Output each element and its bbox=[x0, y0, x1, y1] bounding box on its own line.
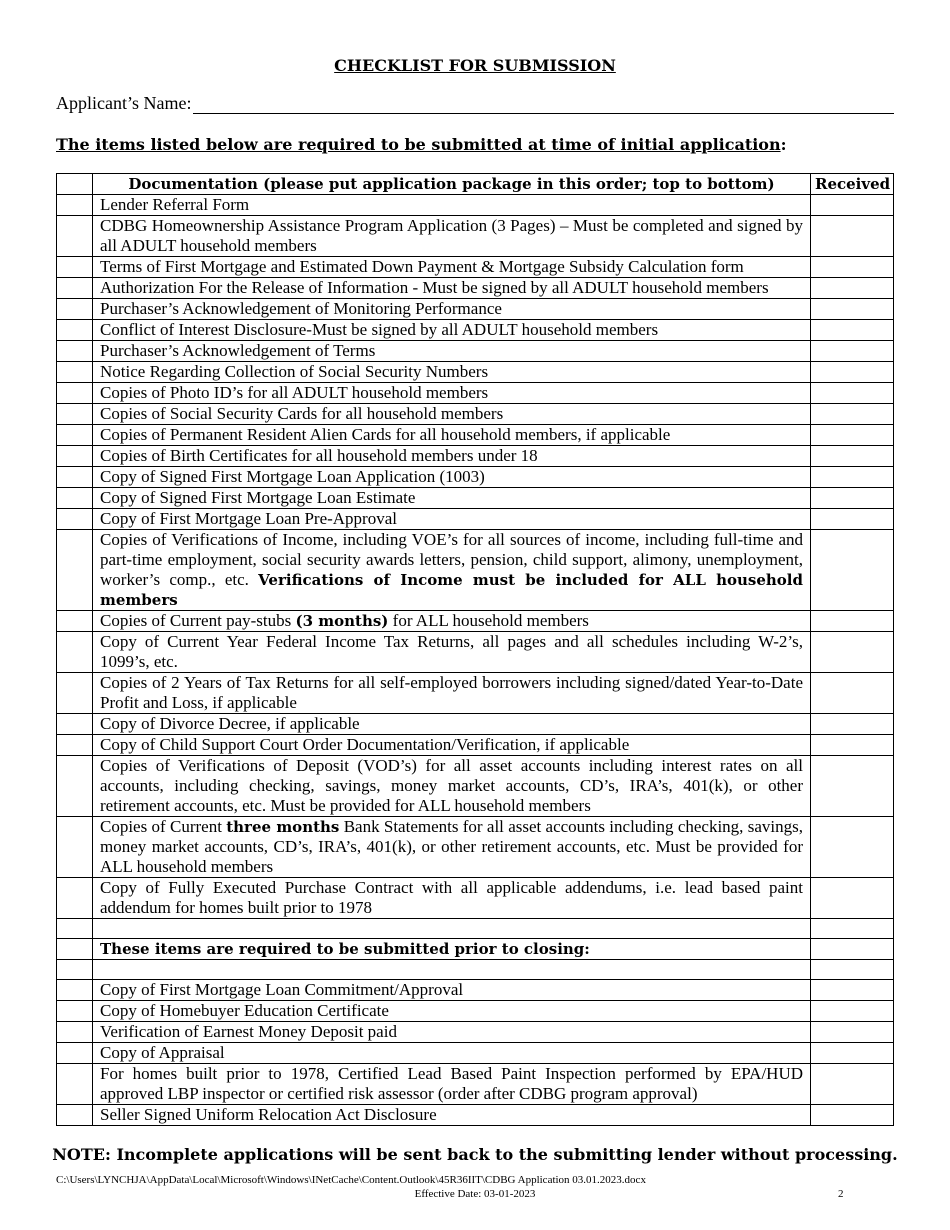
item-text: Copy of Fully Executed Purchase Contract with all applicable addendums, i.e. lead based paint addendum for homes built prior to 1978 bbox=[100, 878, 803, 917]
received-cell[interactable] bbox=[811, 341, 894, 362]
documentation-item bbox=[93, 1022, 811, 1043]
documentation-item bbox=[93, 299, 811, 320]
section-heading-colon: : bbox=[780, 135, 787, 154]
received-cell[interactable] bbox=[811, 714, 894, 735]
documentation-item bbox=[93, 341, 811, 362]
checklist-row bbox=[57, 980, 894, 1001]
received-cell[interactable] bbox=[811, 383, 894, 404]
item-text: Copies of Birth Certificates for all household members under 18 bbox=[100, 446, 538, 465]
received-cell[interactable] bbox=[811, 509, 894, 530]
documentation-item bbox=[93, 673, 811, 714]
documentation-item bbox=[93, 756, 811, 817]
checklist-row bbox=[57, 1022, 894, 1043]
documentation-item bbox=[93, 735, 811, 756]
checkbox-column-header bbox=[57, 174, 93, 195]
documentation-item bbox=[93, 632, 811, 673]
documentation-item bbox=[93, 714, 811, 735]
footer-file-path: C:\Users\LYNCHJA\AppData\Local\Microsoft\Windows\INetCache\Content.Outlook\45R36IIT\CDBG Application 03.01.2023.docx bbox=[56, 1174, 646, 1186]
checklist-row bbox=[57, 216, 894, 257]
documentation-item bbox=[93, 980, 811, 1001]
documentation-item bbox=[93, 919, 811, 939]
checklist-row bbox=[57, 425, 894, 446]
item-text: Copies of Current bbox=[100, 817, 227, 836]
item-emphasis: three months bbox=[226, 818, 340, 836]
checklist-row bbox=[57, 919, 894, 939]
item-text: Copy of First Mortgage Loan Pre-Approval bbox=[100, 509, 397, 528]
checklist-row bbox=[57, 404, 894, 425]
item-text: Copies of Permanent Resident Alien Cards for all household members, if applicable bbox=[100, 425, 671, 444]
check-cell[interactable] bbox=[57, 714, 93, 735]
check-cell[interactable] bbox=[57, 1064, 93, 1105]
check-cell[interactable] bbox=[57, 611, 93, 632]
checklist-row bbox=[57, 341, 894, 362]
documentation-item bbox=[93, 446, 811, 467]
checklist-row bbox=[57, 488, 894, 509]
item-text: Verification of Earnest Money Deposit paid bbox=[100, 1022, 397, 1041]
received-cell[interactable] bbox=[811, 425, 894, 446]
received-cell[interactable] bbox=[811, 611, 894, 632]
checklist-row bbox=[57, 446, 894, 467]
page-title: CHECKLIST FOR SUBMISSION bbox=[334, 56, 616, 75]
check-cell[interactable] bbox=[57, 960, 93, 980]
documentation-item bbox=[93, 216, 811, 257]
check-cell[interactable] bbox=[57, 257, 93, 278]
checklist-row bbox=[57, 1043, 894, 1064]
received-cell[interactable] bbox=[811, 299, 894, 320]
received-cell[interactable] bbox=[811, 980, 894, 1001]
checklist-row bbox=[57, 1064, 894, 1105]
documentation-item bbox=[93, 383, 811, 404]
checklist-row bbox=[57, 960, 894, 980]
received-cell[interactable] bbox=[811, 257, 894, 278]
check-cell[interactable] bbox=[57, 817, 93, 878]
checklist-row bbox=[57, 1001, 894, 1022]
check-cell[interactable] bbox=[57, 425, 93, 446]
section-heading-initial bbox=[56, 135, 787, 154]
received-cell[interactable] bbox=[811, 878, 894, 919]
received-cell[interactable] bbox=[811, 278, 894, 299]
received-cell[interactable] bbox=[811, 488, 894, 509]
incomplete-note: NOTE: Incomplete applications will be sent back to the submitting lender without processing. bbox=[52, 1145, 898, 1164]
check-cell[interactable] bbox=[57, 673, 93, 714]
check-cell[interactable] bbox=[57, 919, 93, 939]
item-text: Copy of Homebuyer Education Certificate bbox=[100, 1001, 389, 1020]
checklist-row bbox=[57, 611, 894, 632]
checklist-row bbox=[57, 383, 894, 404]
received-cell[interactable] bbox=[811, 632, 894, 673]
documentation-item bbox=[93, 1001, 811, 1022]
checklist-row bbox=[57, 320, 894, 341]
applicant-name-field bbox=[56, 94, 894, 114]
checklist-row bbox=[57, 467, 894, 488]
check-cell[interactable] bbox=[57, 299, 93, 320]
received-cell[interactable] bbox=[811, 1064, 894, 1105]
documentation-item bbox=[93, 488, 811, 509]
item-text: Copies of Social Security Cards for all household members bbox=[100, 404, 504, 423]
documentation-column-header: Documentation (please put application package in this order; top to bottom) bbox=[93, 174, 811, 195]
documentation-item bbox=[93, 611, 811, 632]
checklist-row bbox=[57, 530, 894, 611]
received-cell[interactable] bbox=[811, 320, 894, 341]
item-text: Purchaser’s Acknowledgement of Monitoring Performance bbox=[100, 299, 502, 318]
checklist-row bbox=[57, 878, 894, 919]
received-cell[interactable] bbox=[811, 1022, 894, 1043]
item-text: Copies of Current pay-stubs bbox=[100, 611, 296, 630]
received-column-header: Received bbox=[811, 174, 894, 195]
received-cell[interactable] bbox=[811, 195, 894, 216]
checklist-row bbox=[57, 195, 894, 216]
item-text: Copy of Child Support Court Order Documentation/Verification, if applicable bbox=[100, 735, 630, 754]
item-text: Copies of Photo ID’s for all ADULT household members bbox=[100, 383, 489, 402]
item-text-continued: for ALL household members bbox=[388, 611, 589, 630]
check-cell[interactable] bbox=[57, 878, 93, 919]
received-cell[interactable] bbox=[811, 817, 894, 878]
documentation-item bbox=[93, 817, 811, 878]
documentation-item bbox=[93, 1105, 811, 1126]
check-cell[interactable] bbox=[57, 1105, 93, 1126]
item-text: Seller Signed Uniform Relocation Act Disclosure bbox=[100, 1105, 437, 1124]
documentation-item bbox=[93, 467, 811, 488]
documentation-item bbox=[93, 509, 811, 530]
item-text: Lender Referral Form bbox=[100, 195, 250, 214]
check-cell[interactable] bbox=[57, 320, 93, 341]
received-cell[interactable] bbox=[811, 960, 894, 980]
checklist-row bbox=[57, 1105, 894, 1126]
item-text: Copy of Current Year Federal Income Tax Returns, all pages and all schedules including W-2’s, 1099’s, etc. bbox=[100, 632, 803, 671]
item-text: CDBG Homeownership Assistance Program Application (3 Pages) – Must be completed and signed by all ADULT household members bbox=[100, 216, 803, 255]
documentation-item bbox=[93, 404, 811, 425]
checklist-rows bbox=[57, 195, 894, 1126]
item-text: Purchaser’s Acknowledgement of Terms bbox=[100, 341, 376, 360]
check-cell[interactable] bbox=[57, 216, 93, 257]
documentation-item bbox=[93, 960, 811, 980]
received-cell[interactable] bbox=[811, 919, 894, 939]
check-cell[interactable] bbox=[57, 509, 93, 530]
checklist-row bbox=[57, 299, 894, 320]
item-text: For homes built prior to 1978, Certified Lead Based Paint Inspection performed by EPA/HUD approved LBP inspector or certified risk assessor (order after CDBG program approval) bbox=[100, 1064, 803, 1103]
check-cell[interactable] bbox=[57, 1001, 93, 1022]
documentation-item bbox=[93, 278, 811, 299]
table-header-row bbox=[57, 174, 894, 195]
item-emphasis: Verifications of Income must be included for ALL household members bbox=[100, 571, 803, 609]
received-cell[interactable] bbox=[811, 673, 894, 714]
documentation-item bbox=[93, 320, 811, 341]
check-cell[interactable] bbox=[57, 278, 93, 299]
closing-section-heading bbox=[93, 939, 811, 960]
received-cell[interactable] bbox=[811, 446, 894, 467]
item-emphasis: (3 months) bbox=[295, 612, 389, 630]
check-cell[interactable] bbox=[57, 1022, 93, 1043]
received-cell[interactable] bbox=[811, 467, 894, 488]
check-cell[interactable] bbox=[57, 756, 93, 817]
checklist-row bbox=[57, 257, 894, 278]
documentation-item bbox=[93, 195, 811, 216]
received-cell[interactable] bbox=[811, 362, 894, 383]
check-cell[interactable] bbox=[57, 446, 93, 467]
item-text: Copy of First Mortgage Loan Commitment/Approval bbox=[100, 980, 464, 999]
footer-effective-date: Effective Date: 03-01-2023 bbox=[414, 1188, 536, 1200]
documentation-item bbox=[93, 1064, 811, 1105]
documentation-item bbox=[93, 878, 811, 919]
checklist-row bbox=[57, 673, 894, 714]
check-cell[interactable] bbox=[57, 362, 93, 383]
checklist-row bbox=[57, 278, 894, 299]
check-cell[interactable] bbox=[57, 404, 93, 425]
checklist-row bbox=[57, 632, 894, 673]
applicant-name-label: Applicant’s Name: bbox=[56, 93, 192, 113]
checklist-row bbox=[57, 756, 894, 817]
check-cell[interactable] bbox=[57, 383, 93, 404]
item-text: Copy of Signed First Mortgage Loan Application (1003) bbox=[100, 467, 485, 486]
received-cell[interactable] bbox=[811, 1043, 894, 1064]
received-cell[interactable] bbox=[811, 216, 894, 257]
check-cell[interactable] bbox=[57, 488, 93, 509]
checklist-row bbox=[57, 509, 894, 530]
checklist-row bbox=[57, 362, 894, 383]
documentation-item bbox=[93, 257, 811, 278]
applicant-name-blank-line bbox=[193, 97, 894, 114]
received-cell[interactable] bbox=[811, 404, 894, 425]
received-cell[interactable] bbox=[811, 530, 894, 611]
item-text: Copies of 2 Years of Tax Returns for all self-employed borrowers including signed/dated Year-to-Date Profit and Loss, if applicable bbox=[100, 673, 803, 712]
check-cell[interactable] bbox=[57, 735, 93, 756]
received-cell[interactable] bbox=[811, 1105, 894, 1126]
check-cell[interactable] bbox=[57, 1043, 93, 1064]
check-cell[interactable] bbox=[57, 632, 93, 673]
item-text: Authorization For the Release of Information - Must be signed by all ADULT household members bbox=[100, 278, 769, 297]
received-cell[interactable] bbox=[811, 735, 894, 756]
item-text: Conflict of Interest Disclosure-Must be signed by all ADULT household members bbox=[100, 320, 659, 339]
section-heading-text: The items listed below are required to be submitted at time of initial application bbox=[56, 135, 781, 154]
documentation-item bbox=[93, 1043, 811, 1064]
documentation-item bbox=[93, 425, 811, 446]
check-cell[interactable] bbox=[57, 939, 93, 960]
checklist-row bbox=[57, 817, 894, 878]
item-text: Copies of Verifications of Deposit (VOD’s) for all asset accounts including interest rates on all accounts, including checking, savings, money market accounts, CD’s, IRA’s, 401(k), or other retirement accounts, etc. Must be provided for ALL household members bbox=[100, 756, 803, 815]
checklist-row bbox=[57, 735, 894, 756]
item-text: Terms of First Mortgage and Estimated Down Payment & Mortgage Subsidy Calculation form bbox=[100, 257, 744, 276]
item-text: Copy of Divorce Decree, if applicable bbox=[100, 714, 360, 733]
documentation-item bbox=[93, 362, 811, 383]
item-text-continued: Bank Statements for all asset accounts including checking, savings, money market accounts, CD’s, IRA’s, 401(k), or other retirement accounts, etc. Must be provided for ALL household members bbox=[100, 817, 803, 876]
received-cell[interactable] bbox=[811, 756, 894, 817]
documentation-item bbox=[93, 530, 811, 611]
checklist-row bbox=[57, 714, 894, 735]
received-cell[interactable] bbox=[811, 1001, 894, 1022]
item-text: Notice Regarding Collection of Social Security Numbers bbox=[100, 362, 489, 381]
received-cell[interactable] bbox=[811, 939, 894, 960]
checklist-table bbox=[56, 173, 894, 1126]
check-cell[interactable] bbox=[57, 980, 93, 1001]
check-cell[interactable] bbox=[57, 530, 93, 611]
checklist-row bbox=[57, 939, 894, 960]
footer-page-number: 2 bbox=[838, 1188, 844, 1200]
item-text: Copies of Verifications of Income, including VOE’s for all sources of income, including full-time and part-time employment, social security awards letters, pension, child support, alimony, unemployment, worker’s comp., etc. bbox=[100, 530, 803, 589]
item-text: Copy of Appraisal bbox=[100, 1043, 225, 1062]
check-cell[interactable] bbox=[57, 341, 93, 362]
item-text: Copy of Signed First Mortgage Loan Estimate bbox=[100, 488, 416, 507]
check-cell[interactable] bbox=[57, 195, 93, 216]
check-cell[interactable] bbox=[57, 467, 93, 488]
section-label: These items are required to be submitted prior to closing: bbox=[100, 940, 590, 958]
